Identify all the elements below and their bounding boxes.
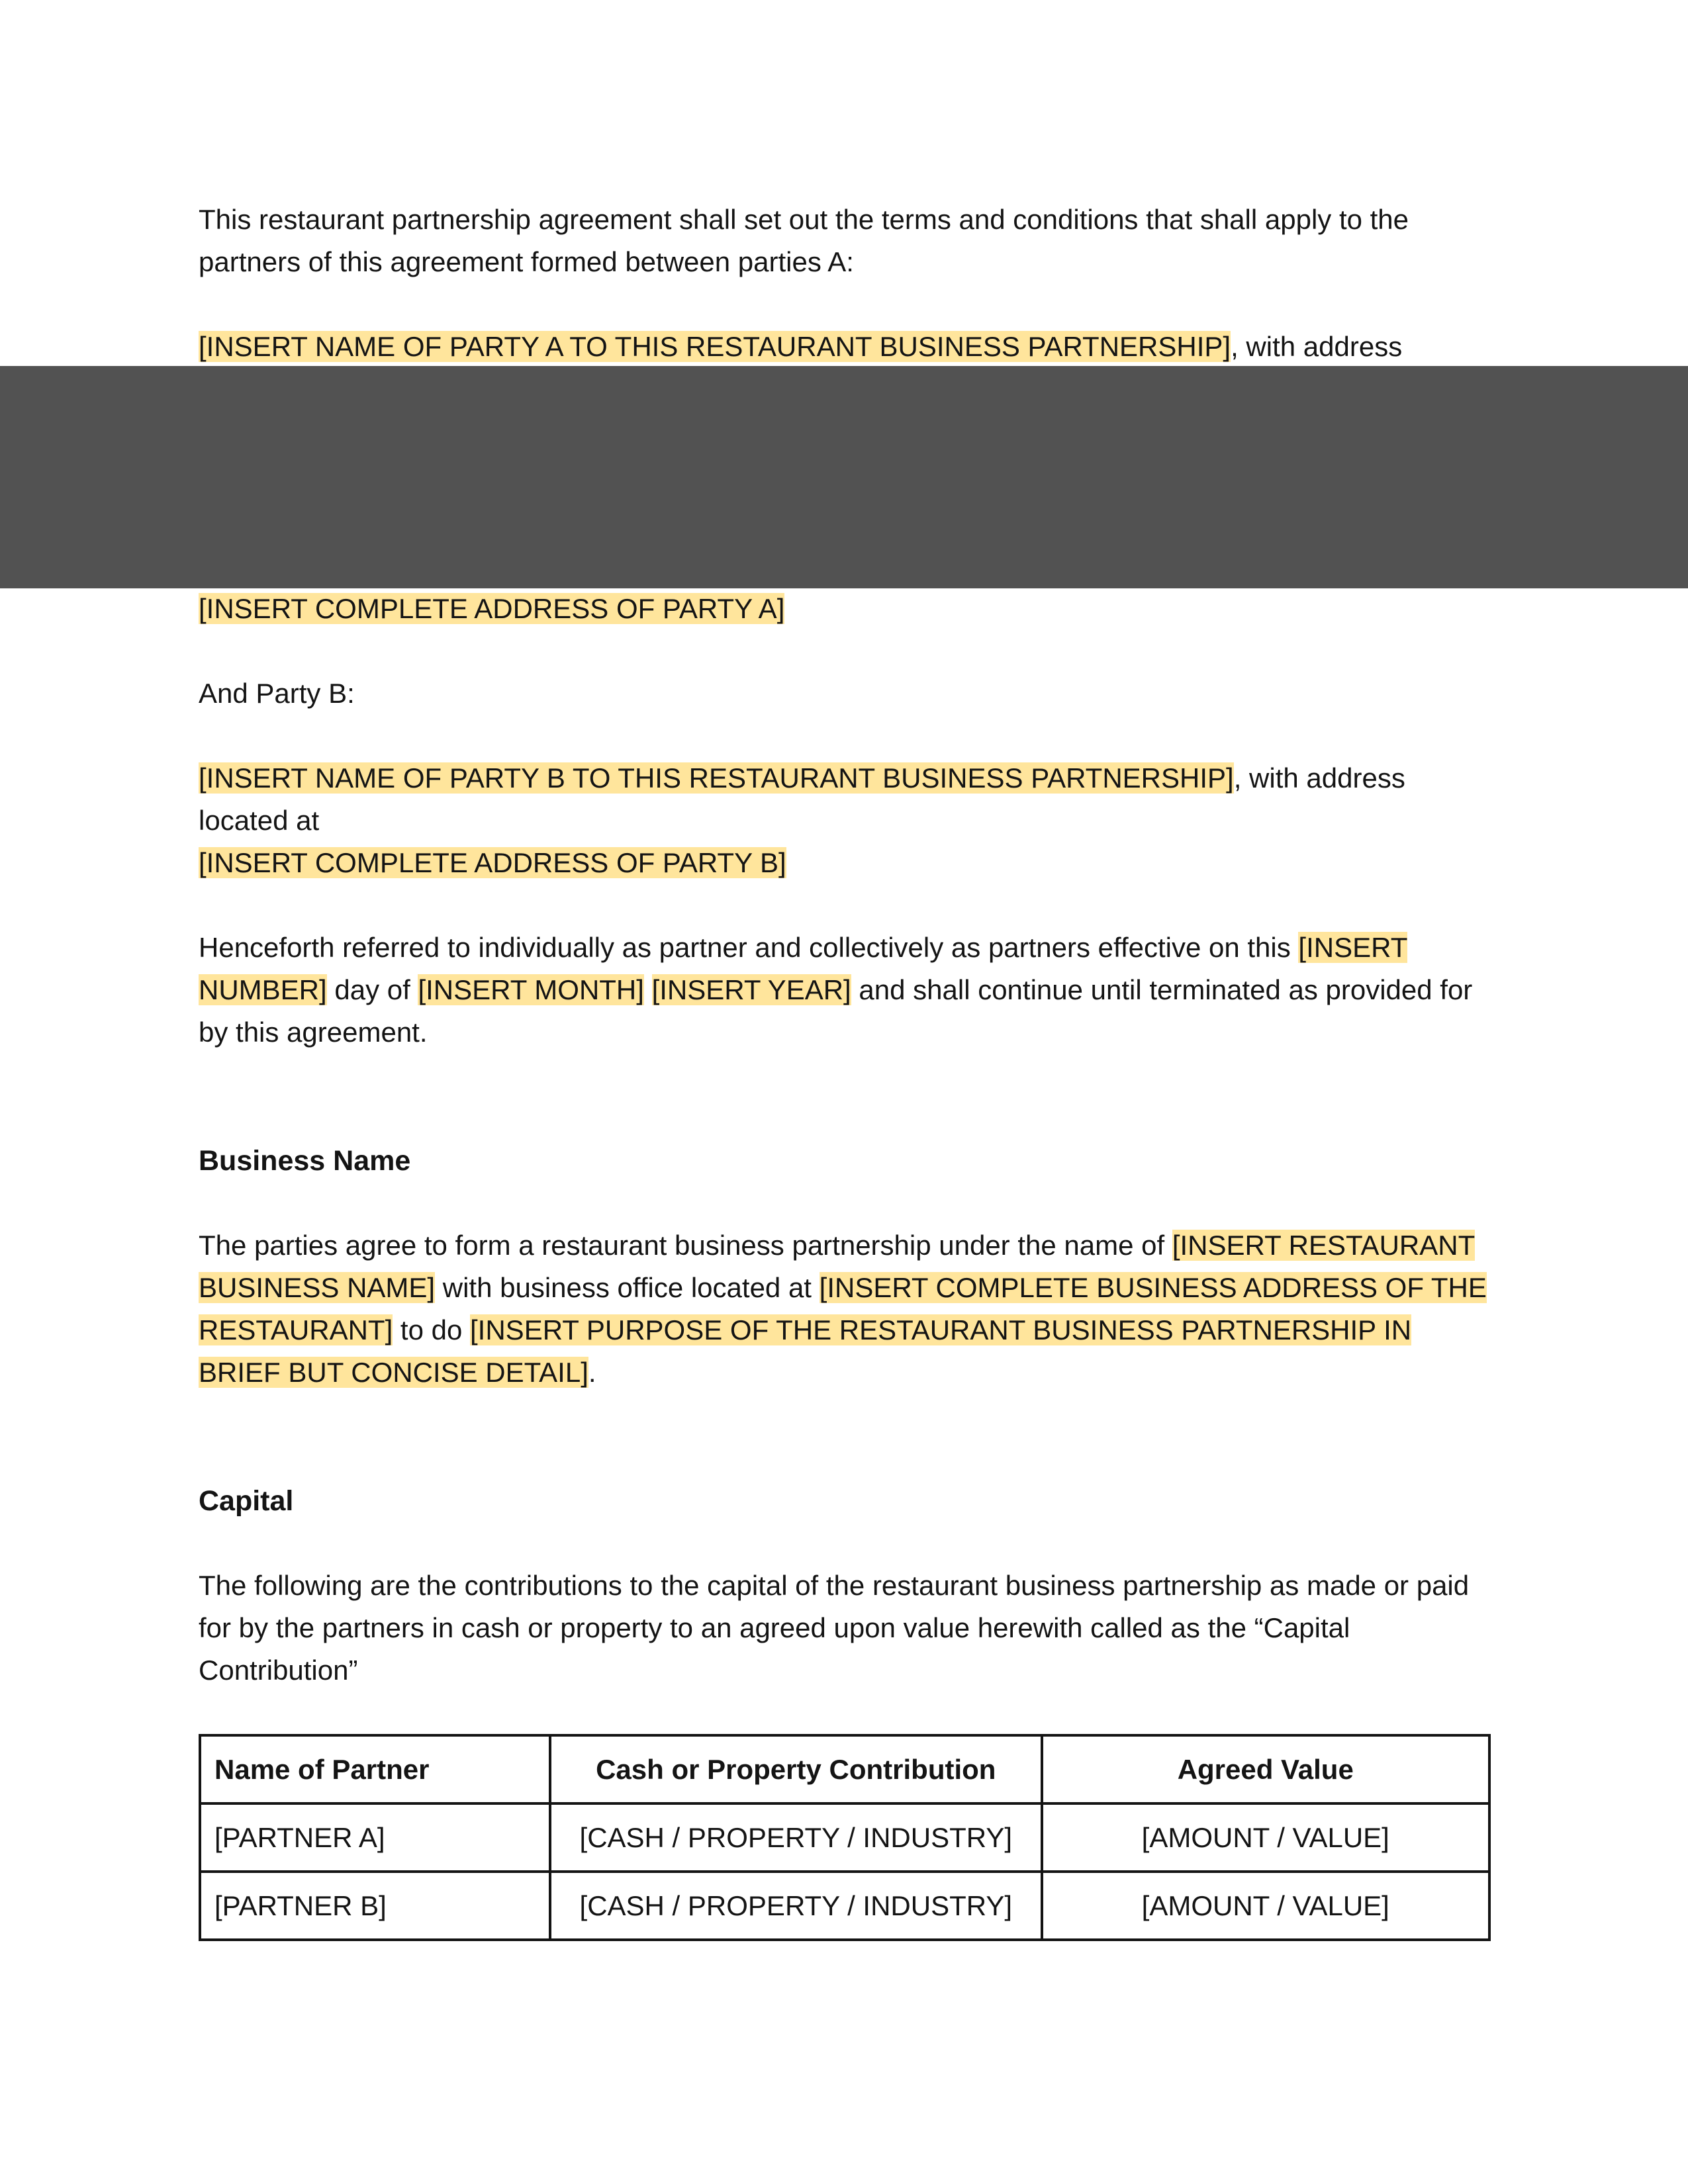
- table-cell: [PARTNER B]: [200, 1872, 550, 1940]
- effective-text-1: Henceforth referred to individually as partner and collectively as partners effective on this: [199, 932, 1299, 963]
- effective-year-placeholder: [INSERT YEAR]: [651, 974, 851, 1005]
- effective-date-paragraph: [199, 927, 1491, 1054]
- header-agreed-value: Agreed Value: [1042, 1735, 1490, 1803]
- party-b-paragraph: [199, 757, 1491, 884]
- table-cell: [AMOUNT / VALUE]: [1042, 1872, 1490, 1940]
- table-header-row: [200, 1735, 1489, 1803]
- party-a-address-placeholder: [INSERT COMPLETE ADDRESS OF PARTY A]: [199, 593, 785, 624]
- party-b-connector: , with address located at: [199, 762, 1405, 836]
- business-name-heading: Business Name: [199, 1145, 411, 1177]
- business-name-paragraph: [199, 1224, 1491, 1394]
- capital-contribution-table: [199, 1734, 1491, 1941]
- table-cell: [CASH / PROPERTY / INDUSTRY]: [550, 1803, 1041, 1872]
- table-row: [200, 1803, 1489, 1872]
- party-a-name-placeholder: [INSERT NAME OF PARTY A TO THIS RESTAURANT BUSINESS PARTNERSHIP]: [199, 331, 1231, 362]
- business-name-placeholder: [INSERT RESTAURANT BUSINESS NAME]: [199, 1230, 1476, 1303]
- party-b-address-placeholder: [INSERT COMPLETE ADDRESS OF PARTY B]: [199, 847, 786, 878]
- table-cell: [AMOUNT / VALUE]: [1042, 1803, 1490, 1872]
- party-a-connector: , with address: [1231, 331, 1403, 362]
- business-address-placeholder: [INSERT COMPLETE BUSINESS ADDRESS OF THE RESTAURANT]: [199, 1272, 1487, 1345]
- table-cell: [CASH / PROPERTY / INDUSTRY]: [550, 1872, 1041, 1940]
- header-contribution: Cash or Property Contribution: [550, 1735, 1041, 1803]
- business-text-1: The parties agree to form a restaurant business partnership under the name of: [199, 1230, 1172, 1261]
- business-text-2: with business office located at: [435, 1272, 820, 1303]
- effective-text-2: day of: [326, 974, 418, 1005]
- capital-heading: Capital: [199, 1485, 294, 1517]
- table-row: [200, 1872, 1489, 1940]
- redaction-bar: [0, 366, 1688, 588]
- effective-text-3: and shall continue until terminated as provided for by this agreement.: [199, 974, 1473, 1048]
- effective-month-placeholder: [INSERT MONTH]: [418, 974, 644, 1005]
- effective-number-placeholder: [INSERT NUMBER]: [199, 932, 1408, 1005]
- header-name-of-partner: Name of Partner: [200, 1735, 550, 1803]
- capital-paragraph: The following are the contributions to the capital of the restaurant business partnership as made or paid for by the partners in cash or property to an agreed upon value herewith called as the “Capital Contribution”: [199, 1570, 1470, 1686]
- business-purpose-placeholder: [INSERT PURPOSE OF THE RESTAURANT BUSINESS PARTNERSHIP IN BRIEF BUT CONCISE DETAIL]: [199, 1314, 1412, 1388]
- business-text-4: .: [588, 1357, 596, 1388]
- table-cell: [PARTNER A]: [200, 1803, 550, 1872]
- party-b-name-placeholder: [INSERT NAME OF PARTY B TO THIS RESTAURANT BUSINESS PARTNERSHIP]: [199, 762, 1234, 794]
- party-b-intro: And Party B:: [199, 678, 355, 709]
- intro-paragraph: This restaurant partnership agreement shall set out the terms and conditions that shall apply to the partners of this agreement formed between parties A:: [199, 204, 1409, 277]
- party-a-address-paragraph: [199, 588, 1491, 630]
- business-text-3: to do: [393, 1314, 471, 1345]
